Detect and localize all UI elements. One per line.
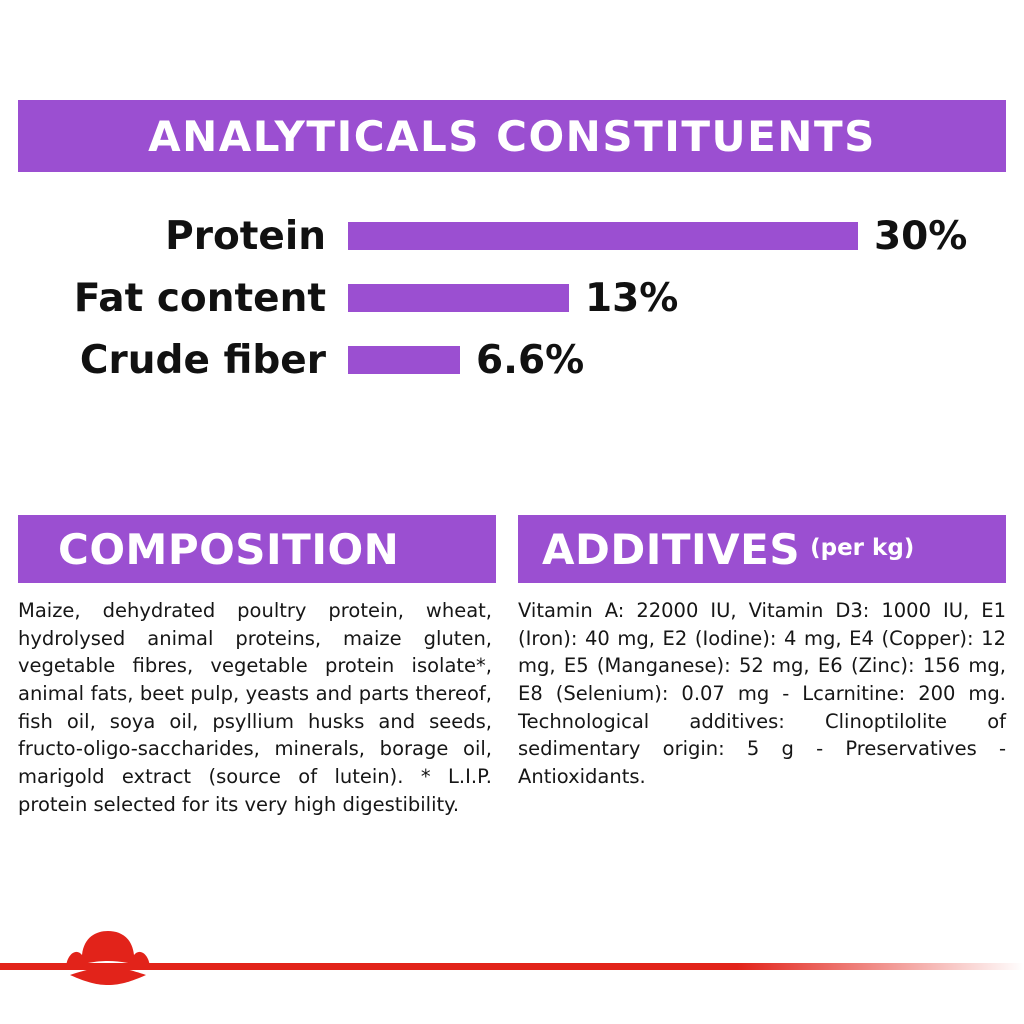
bar-value: 30%	[874, 213, 968, 259]
bar-row	[18, 329, 1006, 391]
additives-text: Vitamin A: 22000 IU, Vitamin D3: 1000 IU, E1 (Iron): 40 mg, E2 (Iodine): 4 mg, E4 (Copper): 12 mg, E5 (Manganese): 52 mg, E6 (Zinc): 156 mg, E8 (Selenium): 0.07 mg - Lcarnitine: 200 mg. Technological additives: Clinoptilolite of sedimentary origin: 5 g - Preservatives - Antioxidants.	[518, 599, 1006, 789]
bar-value: 6.6%	[476, 337, 585, 383]
analyticals-bar-chart	[18, 205, 1006, 391]
footer-divider	[0, 963, 1024, 970]
additives-subheading: (per kg)	[810, 534, 915, 561]
bar-track	[348, 284, 569, 312]
composition-heading: COMPOSITION	[58, 524, 400, 574]
bar-fill	[348, 346, 460, 374]
bar-label: Protein	[165, 213, 326, 259]
bar-track	[348, 222, 858, 250]
composition-panel	[18, 515, 496, 819]
bar-fill	[348, 222, 858, 250]
additives-heading: ADDITIVES	[542, 524, 801, 574]
analyticals-banner	[18, 100, 1006, 172]
bar-row	[18, 205, 1006, 267]
royal-canin-crown-icon	[62, 925, 154, 991]
bar-label: Fat content	[73, 275, 326, 321]
analyticals-heading: ANALYTICALS CONSTITUENTS	[148, 111, 876, 161]
bar-fill	[348, 284, 569, 312]
bar-value: 13%	[585, 275, 679, 321]
bar-row	[18, 267, 1006, 329]
bar-label: Crude fiber	[79, 337, 326, 383]
additives-panel	[518, 515, 1006, 791]
composition-text: Maize, dehydrated poultry protein, wheat, hydrolysed animal proteins, maize gluten, vegetable fibres, vegetable protein isolate*, animal fats, beet pulp, yeasts and parts thereof, fish oil, soya oil, psyllium husks and seeds, fructo-oligo-saccharides, minerals, borage oil, marigold extract (source of lutein). * L.I.P. protein selected for its very high digestibility.	[18, 599, 492, 816]
additives-banner	[518, 515, 1006, 583]
composition-banner	[18, 515, 496, 583]
bar-track	[348, 346, 460, 374]
